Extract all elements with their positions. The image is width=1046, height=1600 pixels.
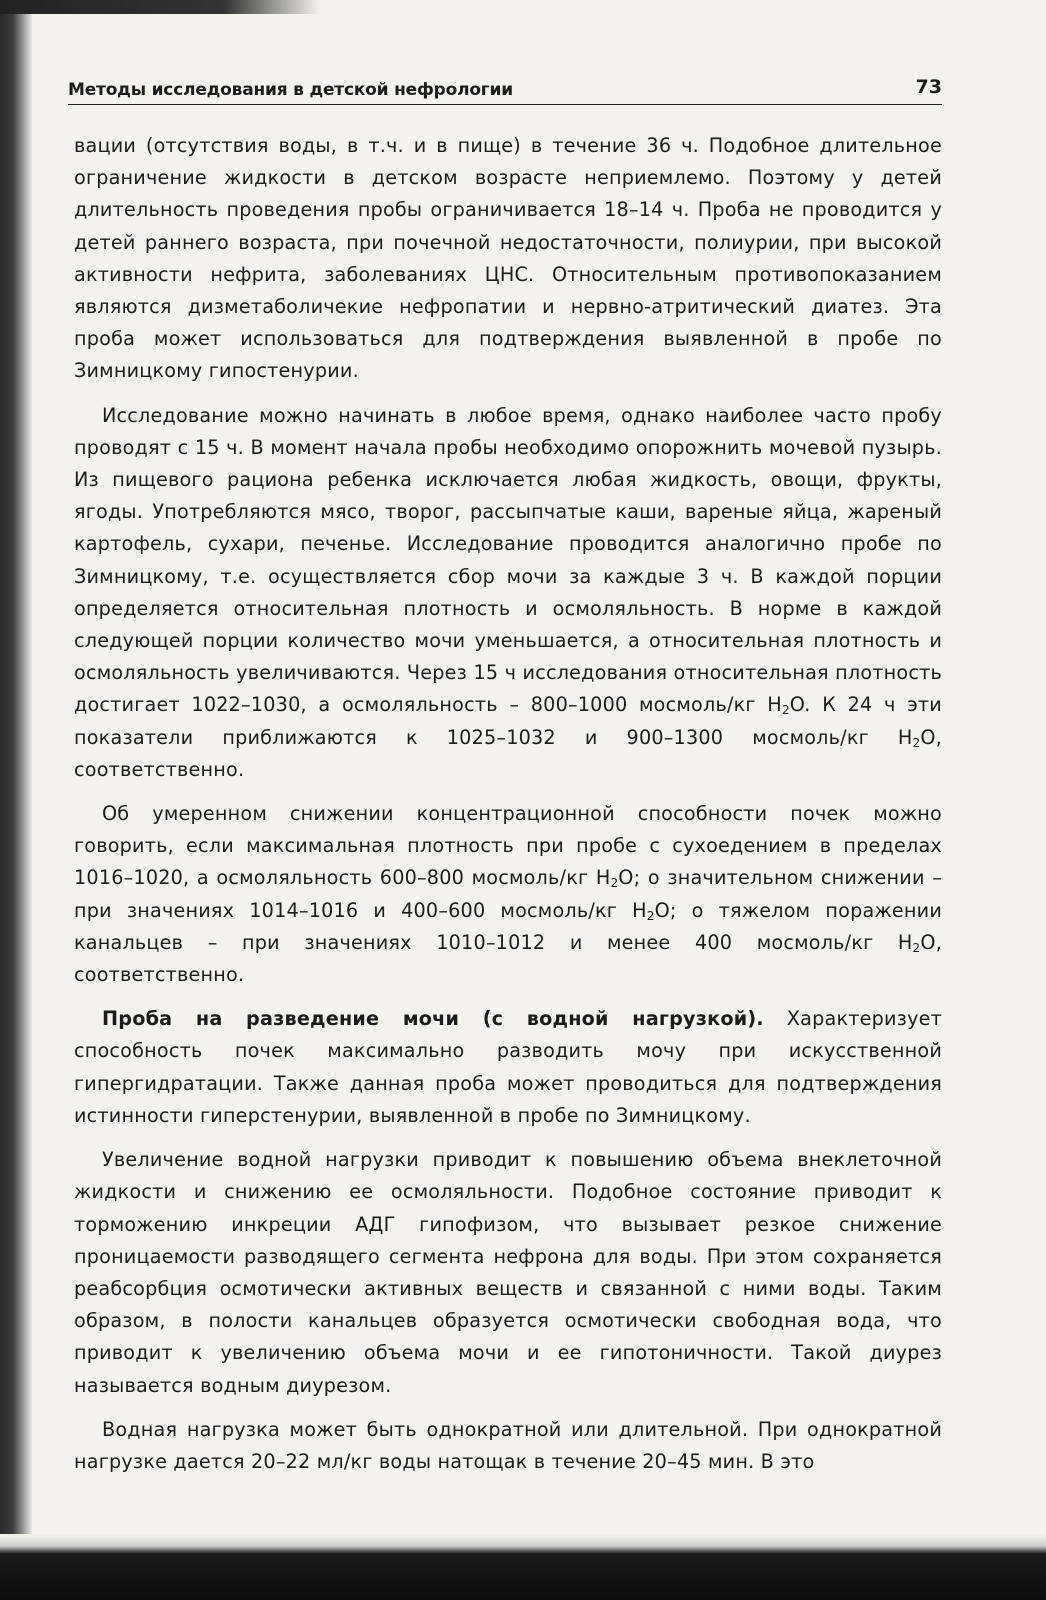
text-run: O, соответственно. [74,725,942,781]
subscript: 2 [781,703,790,718]
paragraph [74,1414,942,1478]
text-run: Увеличение водной нагрузки приводит к повышению объема внеклеточной жидкости и снижению ее осмоляльности. Подобное состояние приводит к торможению инкреции АДГ гипофизом, что вызывает резкое снижение проницаемости разводящего сегмента нефрона для воды. При этом сохраняется реабсорбция осмотически активных веществ и связанной с ними воды. Таким образом, в полости канальцев образуется осмотически свободная вода, что приводит к увеличению объема мочи и ее гипотоничности. Такой диурез называется водным диурезом. [74,1148,942,1397]
text-run: O. К 24 ч эти показатели приближаются к 1025–1032 и 900–1300 мосмоль/кг H [74,693,942,749]
paragraph [74,400,942,786]
subscript: 2 [610,876,619,891]
text-run: O; о тяжелом поражении канальцев – при значениях 1010–1012 и менее 400 мосмоль/кг H [74,898,942,954]
subscript: 2 [646,908,655,923]
text-run: Водная нагрузка может быть однократной или длительной. При однократной нагрузке дается 20–22 мл/кг воды натощак в течение 20–45 мин. В это [74,1417,942,1473]
subscript: 2 [912,735,921,750]
text-run: Исследование можно начинать в любое время, однако наиболее часто пробу проводят с 15 ч. В момент начала пробы необходимо опорожнить мочевой пузырь. Из пищевого рациона ребенка исключается любая жидкость, овощи, фрукты, ягоды. Употребляются мясо, творог, рассыпчатые каши, вареные яйца, жареный картофель, сухари, печенье. Исследование проводится аналогично пробе по Зимницкому, т.е. осуществляется сбор мочи за каждые 3 ч. В каждой порции определяется относительная плотность и осмоляльность. В норме в каждой следующей порции количество мочи уменьшается, а относительная плотность и осмоляльность увеличиваются. Через 15 ч исследования относительная плотность достигает 1022–1030, а осмоляльность – 800–1000 мосмоль/кг H [74,403,942,717]
page-header [68,74,942,105]
page-body [74,130,942,1490]
text-run: вации (отсутствия воды, в т.ч. и в пище) в течение 36 ч. Подобное длительное ограничение жидкости в детском возрасте неприемлемо. Поэтому у детей длительность проведения пробы ограничивается 18–14 ч. Проба не проводится у детей раннего возраста, при почечной недостаточности, полиурии, при высокой активности нефрита, заболеваниях ЦНС. Относительным противопоказанием являются дизметаболичекие нефропатии и нервно-атритический диатез. Эта проба может использоваться для подтверждения выявленной в пробе по Зимницкому гипостенурии. [74,134,942,383]
page-number: 73 [915,76,942,98]
scan-edge-bottom [0,1534,1046,1600]
text-run: O; о значительном снижении – при значениях 1014–1016 и 400–600 мосмоль/кг H [74,866,942,922]
text-run: O, соответственно. [74,930,942,987]
section-heading: Проба на разведение мочи (с водной нагрузкой). [102,1007,764,1031]
scan-edge-top [0,0,320,14]
text-run: Об умеренном снижении концентрационной способности почек можно говорить, если максимальная плотность при пробе с сухоедением в пределах 1016–1020, а осмоляльность 600–800 мосмоль/кг H [74,802,942,890]
paragraph [74,1144,942,1402]
paragraph [74,798,942,991]
paragraph [74,130,942,388]
subscript: 2 [912,940,921,955]
paragraph [74,1003,942,1132]
scan-edge-left [0,0,32,1600]
text-run: Характеризует способность почек максимально разводить мочу при искусственной гипергидратации. Также данная проба может проводиться для подтверждения истинности гиперстенурии, выявленной в пробе по Зимницкому. [74,1007,942,1127]
running-title: Методы исследования в детской нефрологии [68,80,513,100]
